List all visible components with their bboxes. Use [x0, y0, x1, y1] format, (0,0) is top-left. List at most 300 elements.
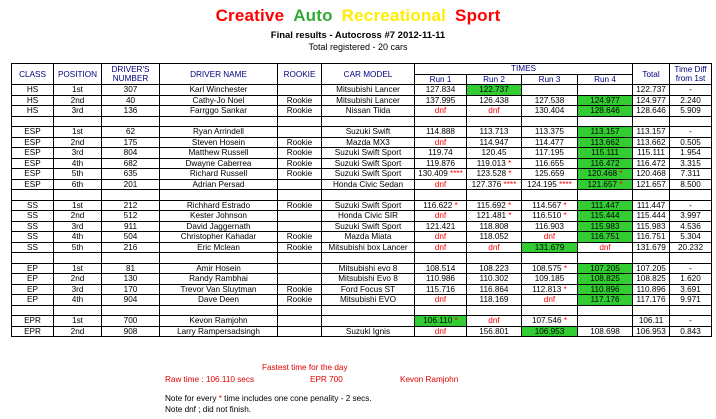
class-cell: EP: [12, 295, 54, 306]
car-model-cell: Suzuki Swift Sport: [322, 221, 415, 232]
run1-cell: dnf: [415, 232, 467, 243]
table-row: [12, 284, 712, 295]
driver-name-cell: Randy Rambhai: [160, 274, 278, 285]
separator-cell: [12, 253, 54, 264]
number-cell: 904: [102, 295, 160, 306]
run4-cell: 113.157: [578, 127, 633, 138]
rookie-cell: Rookie: [278, 106, 322, 117]
run2-cell: 118.052: [467, 232, 522, 243]
driver-name-cell: Adrian Persad: [160, 179, 278, 190]
rookie-cell: Rookie: [278, 158, 322, 169]
note1-post: time includes one cone penality - 2 secs.: [224, 394, 372, 403]
number-cell: 40: [102, 95, 160, 106]
fastest-raw-time: Raw time : 106.110 secs: [165, 375, 255, 384]
run3-cell: [522, 179, 578, 190]
car-model-cell: Mitsubishi evo 8: [322, 263, 415, 274]
rookie-cell: [278, 127, 322, 138]
table-row: [12, 95, 712, 106]
run4-cell: 111.447: [578, 200, 633, 211]
table-row: [12, 242, 712, 253]
rookie-cell: [278, 85, 322, 96]
class-cell: HS: [12, 106, 54, 117]
class-cell: HS: [12, 85, 54, 96]
run2-cell: 118.808: [467, 221, 522, 232]
run1-cell: 114.888: [415, 127, 467, 138]
driver-name-cell: Farrggo Sankar: [160, 106, 278, 117]
car-model-cell: Honda Civic Sedan: [322, 179, 415, 190]
note-cone-penalty: [165, 394, 372, 403]
run2-cell: 113.713: [467, 127, 522, 138]
driver-name-cell: Karl Winchester: [160, 85, 278, 96]
run3-cell: [522, 263, 578, 274]
run4-cell: 107.205: [578, 263, 633, 274]
rookie-cell: Rookie: [278, 169, 322, 180]
run2-cell: [467, 211, 522, 222]
time-diff-cell: 7.311: [670, 169, 712, 180]
run2-cell: 118.169: [467, 295, 522, 306]
header-position: POSITION: [54, 64, 102, 85]
table-row: [12, 211, 712, 222]
separator-cell: [415, 190, 467, 201]
run1-cell: dnf: [415, 179, 467, 190]
table-row: [12, 326, 712, 337]
time-diff-cell: 1.954: [670, 148, 712, 159]
car-model-cell: Mitsubishi box Lancer: [322, 242, 415, 253]
driver-name-cell: Amir Hosein: [160, 263, 278, 274]
separator-cell: [415, 116, 467, 127]
number-cell: 504: [102, 232, 160, 243]
number-cell: 911: [102, 221, 160, 232]
rookie-cell: [278, 326, 322, 337]
penalty-marker: *: [506, 211, 512, 220]
run1-cell: [415, 200, 467, 211]
run4-cell: 108.698: [578, 326, 633, 337]
number-cell: 170: [102, 284, 160, 295]
position-cell: 2nd: [54, 95, 102, 106]
number-cell: 81: [102, 263, 160, 274]
separator-cell: [12, 305, 54, 316]
run2-cell: [467, 169, 522, 180]
separator-cell: [102, 116, 160, 127]
time-diff-cell: -: [670, 85, 712, 96]
run-time-value: 121.481: [476, 211, 507, 220]
position-cell: 3rd: [54, 148, 102, 159]
total-cell: 122.737: [633, 85, 670, 96]
class-cell: SS: [12, 242, 54, 253]
rookie-cell: Rookie: [278, 148, 322, 159]
run-time-value: 116.622: [423, 200, 453, 210]
separator-cell: [160, 305, 278, 316]
number-cell: 635: [102, 169, 160, 180]
run2-cell: 108.223: [467, 263, 522, 274]
number-cell: 700: [102, 316, 160, 327]
class-cell: ESP: [12, 179, 54, 190]
penalty-marker: *: [506, 169, 512, 178]
separator-cell: [467, 305, 522, 316]
total-cell: 106.11: [633, 316, 670, 327]
rookie-cell: [278, 274, 322, 285]
run4-cell: 128.646: [578, 106, 633, 117]
run3-cell: 125.659: [522, 169, 578, 180]
total-cell: 121.657: [633, 179, 670, 190]
run4-cell: 108.825: [578, 274, 633, 285]
title-word-recreational: Recreational: [341, 6, 447, 25]
driver-name-cell: Trevor Van Sluytman: [160, 284, 278, 295]
run4-cell: 124.977: [578, 95, 633, 106]
run3-cell: 127.538: [522, 95, 578, 106]
separator-cell: [578, 116, 633, 127]
run3-cell: [522, 316, 578, 327]
number-cell: 212: [102, 200, 160, 211]
run4-cell: 115.444: [578, 211, 633, 222]
table-row: [12, 137, 712, 148]
class-cell: EPR: [12, 326, 54, 337]
time-diff-cell: 3.315: [670, 158, 712, 169]
car-model-cell: Mitsubishi Lancer: [322, 85, 415, 96]
note1-star: *: [218, 394, 222, 403]
driver-name-cell: Ryan Arrindell: [160, 127, 278, 138]
run-time-value: 116.510: [532, 211, 562, 220]
table-row: [12, 85, 712, 96]
total-cell: 115.444: [633, 211, 670, 222]
separator-cell: [415, 253, 467, 264]
class-cell: SS: [12, 221, 54, 232]
run3-cell: [522, 284, 578, 295]
car-model-cell: Mitsubishi Lancer: [322, 95, 415, 106]
class-cell: EP: [12, 284, 54, 295]
time-diff-cell: 5.304: [670, 232, 712, 243]
header-run4: Run 4: [578, 74, 633, 85]
penalty-marker: ****: [556, 179, 572, 189]
run2-cell: [467, 179, 522, 190]
title-word-sport: Sport: [455, 6, 501, 25]
driver-name-cell: Larry Rampersadsingh: [160, 326, 278, 337]
run1-cell: 127.834: [415, 85, 467, 96]
run-time-value: 127.376: [471, 179, 502, 189]
total-cell: 115.111: [633, 148, 670, 159]
separator-cell: [102, 190, 160, 201]
class-cell: HS: [12, 95, 54, 106]
car-model-cell: Nissan Tiida: [322, 106, 415, 117]
separator-cell: [633, 116, 670, 127]
separator-cell: [278, 190, 322, 201]
separator-cell: [54, 190, 102, 201]
penalty-marker: *: [617, 179, 623, 189]
penalty-marker: *: [561, 316, 568, 325]
penalty-marker: ****: [501, 179, 517, 189]
run2-cell: 156.801: [467, 326, 522, 337]
table-row: [12, 148, 712, 159]
run1-cell: dnf: [415, 295, 467, 306]
run3-cell: 131.679: [522, 242, 578, 253]
penalty-marker: *: [561, 200, 567, 210]
total-cell: 120.468: [633, 169, 670, 180]
run1-cell: dnf: [415, 211, 467, 222]
run3-cell: 106.953: [522, 326, 578, 337]
header-drivers-number: DRIVER'S NUMBER: [102, 64, 160, 85]
driver-name-cell: Dwayne Caberrea: [160, 158, 278, 169]
separator-row: [12, 305, 712, 316]
run3-cell: 114.477: [522, 137, 578, 148]
position-cell: 1st: [54, 263, 102, 274]
penalty-marker: *: [505, 200, 512, 210]
total-cell: 113.157: [633, 127, 670, 138]
event-title: [0, 6, 716, 26]
separator-cell: [415, 305, 467, 316]
penalty-marker: *: [561, 284, 567, 294]
position-cell: 4th: [54, 232, 102, 243]
total-cell: 116.751: [633, 232, 670, 243]
rookie-cell: Rookie: [278, 232, 322, 243]
position-cell: 2nd: [54, 326, 102, 337]
position-cell: 5th: [54, 242, 102, 253]
results-subtitle: Final results - Autocross #7 2012-11-11: [270, 30, 446, 41]
rookie-cell: [278, 179, 322, 190]
time-diff-cell: 1.620: [670, 274, 712, 285]
rookie-cell: [278, 263, 322, 274]
run-time-value: 123.528: [476, 169, 507, 178]
run2-cell: [467, 158, 522, 169]
run-time-value: 120.468: [587, 169, 618, 178]
separator-row: [12, 253, 712, 264]
title-word-auto: Auto: [293, 6, 333, 25]
run-time-value: 106.110: [423, 316, 453, 325]
table-row: [12, 169, 712, 180]
car-model-cell: Suzuki Swift Sport: [322, 148, 415, 159]
run3-cell: [522, 211, 578, 222]
run1-cell: 115.716: [415, 284, 467, 295]
table-row: [12, 200, 712, 211]
run4-cell: 110.896: [578, 284, 633, 295]
time-diff-cell: 4.536: [670, 221, 712, 232]
driver-name-cell: Kevon Ramjohn: [160, 316, 278, 327]
time-diff-cell: 3.691: [670, 284, 712, 295]
car-model-cell: Suzuki Ignis: [322, 326, 415, 337]
run1-cell: 110.986: [415, 274, 467, 285]
position-cell: 3rd: [54, 284, 102, 295]
note1-pre: Note for every: [165, 394, 217, 403]
position-cell: 1st: [54, 316, 102, 327]
run4-cell: [578, 85, 633, 96]
class-cell: ESP: [12, 137, 54, 148]
car-model-cell: Ford Focus ST: [322, 284, 415, 295]
run2-cell: dnf: [467, 316, 522, 327]
driver-name-cell: Matthew Russell: [160, 148, 278, 159]
position-cell: 4th: [54, 158, 102, 169]
separator-row: [12, 190, 712, 201]
run3-cell: 113.375: [522, 127, 578, 138]
note-dnf: Note dnf ; did not finish.: [165, 405, 252, 414]
number-cell: 62: [102, 127, 160, 138]
rookie-cell: Rookie: [278, 295, 322, 306]
total-cell: 124.977: [633, 95, 670, 106]
separator-cell: [322, 305, 415, 316]
rookie-cell: Rookie: [278, 137, 322, 148]
separator-cell: [160, 190, 278, 201]
separator-cell: [278, 253, 322, 264]
run4-cell: 115.983: [578, 221, 633, 232]
title-word-creative: Creative: [215, 6, 285, 25]
position-cell: 6th: [54, 179, 102, 190]
driver-name-cell: Richard Russell: [160, 169, 278, 180]
time-diff-cell: 20.232: [670, 242, 712, 253]
separator-cell: [578, 305, 633, 316]
table-row: [12, 295, 712, 306]
table-row: [12, 158, 712, 169]
number-cell: 908: [102, 326, 160, 337]
separator-cell: [160, 253, 278, 264]
run3-cell: 109.185: [522, 274, 578, 285]
rookie-cell: [278, 316, 322, 327]
driver-name-cell: Richhard Estrado: [160, 200, 278, 211]
separator-cell: [522, 253, 578, 264]
separator-cell: [670, 305, 712, 316]
car-model-cell: Suzuki Swift Sport: [322, 169, 415, 180]
run1-cell: 121.421: [415, 221, 467, 232]
total-cell: 108.825: [633, 274, 670, 285]
run-time-value: 107.546: [531, 316, 562, 325]
separator-cell: [54, 253, 102, 264]
separator-cell: [670, 190, 712, 201]
run1-cell: dnf: [415, 137, 467, 148]
run2-cell: 126.438: [467, 95, 522, 106]
position-cell: 2nd: [54, 137, 102, 148]
run-time-value: 114.567: [532, 200, 562, 210]
run4-cell: [578, 316, 633, 327]
run1-cell: dnf: [415, 242, 467, 253]
driver-name-cell: Kester Johnson: [160, 211, 278, 222]
run4-cell: 113.662: [578, 137, 633, 148]
separator-cell: [633, 253, 670, 264]
class-cell: EP: [12, 263, 54, 274]
table-row: [12, 232, 712, 243]
run4-cell: 117.176: [578, 295, 633, 306]
header-run2: Run 2: [467, 74, 522, 85]
run3-cell: [522, 200, 578, 211]
run4-cell: 115.111: [578, 148, 633, 159]
run-time-value: 130.409: [418, 169, 448, 178]
time-diff-cell: 9.971: [670, 295, 712, 306]
car-model-cell: Mitsubishi Evo 8: [322, 274, 415, 285]
separator-cell: [322, 116, 415, 127]
driver-name-cell: Christopher Kahadar: [160, 232, 278, 243]
table-row: [12, 263, 712, 274]
position-cell: 4th: [54, 295, 102, 306]
header-total: Total: [633, 64, 670, 85]
class-cell: SS: [12, 200, 54, 211]
header-class: CLASS: [12, 64, 54, 85]
run1-cell: 108.514: [415, 263, 467, 274]
rookie-cell: Rookie: [278, 95, 322, 106]
driver-name-cell: David Jaggernath: [160, 221, 278, 232]
header-times: TIMES: [415, 64, 633, 75]
separator-cell: [522, 190, 578, 201]
header-car-model: CAR MODEL: [322, 64, 415, 85]
position-cell: 3rd: [54, 221, 102, 232]
run4-cell: [578, 179, 633, 190]
class-cell: ESP: [12, 169, 54, 180]
header-run1: Run 1: [415, 74, 467, 85]
penalty-marker: *: [617, 169, 623, 178]
position-cell: 2nd: [54, 274, 102, 285]
class-cell: ESP: [12, 148, 54, 159]
driver-name-cell: Cathy-Jo Noel: [160, 95, 278, 106]
number-cell: 130: [102, 274, 160, 285]
run-time-value: 112.813: [532, 284, 562, 294]
car-model-cell: Suzuki Swift Sport: [322, 200, 415, 211]
header-run3: Run 3: [522, 74, 578, 85]
time-diff-cell: 0.505: [670, 137, 712, 148]
run3-cell: dnf: [522, 295, 578, 306]
total-cell: 111.447: [633, 200, 670, 211]
time-diff-cell: -: [670, 316, 712, 327]
time-diff-cell: 0.843: [670, 326, 712, 337]
table-row: [12, 221, 712, 232]
position-cell: 1st: [54, 85, 102, 96]
number-cell: 307: [102, 85, 160, 96]
total-cell: 113.662: [633, 137, 670, 148]
separator-cell: [278, 305, 322, 316]
separator-cell: [278, 116, 322, 127]
position-cell: 5th: [54, 169, 102, 180]
run2-cell: 110.302: [467, 274, 522, 285]
car-model-cell: Mazda MX3: [322, 137, 415, 148]
separator-cell: [633, 305, 670, 316]
run2-cell: 122.737: [467, 85, 522, 96]
run4-cell: [578, 169, 633, 180]
separator-cell: [160, 116, 278, 127]
position-cell: 1st: [54, 127, 102, 138]
number-cell: 201: [102, 179, 160, 190]
run2-cell: 120.45: [467, 148, 522, 159]
run1-cell: [415, 316, 467, 327]
run4-cell: dnf: [578, 242, 633, 253]
run3-cell: 117.195: [522, 148, 578, 159]
separator-cell: [102, 253, 160, 264]
car-model-cell: [322, 316, 415, 327]
number-cell: 682: [102, 158, 160, 169]
total-cell: 117.176: [633, 295, 670, 306]
header-time-diff: Time Diff from 1st: [670, 64, 712, 85]
rookie-cell: [278, 211, 322, 222]
time-diff-cell: -: [670, 127, 712, 138]
separator-cell: [467, 253, 522, 264]
run4-cell: 116.472: [578, 158, 633, 169]
results-body: [12, 85, 712, 337]
penalty-marker: *: [452, 316, 458, 325]
number-cell: 175: [102, 137, 160, 148]
run1-cell: dnf: [415, 326, 467, 337]
class-cell: EPR: [12, 316, 54, 327]
separator-cell: [12, 116, 54, 127]
penalty-marker: *: [561, 263, 568, 273]
run1-cell: 137.995: [415, 95, 467, 106]
run-time-value: 121.657: [587, 179, 618, 189]
fastest-driver: Kevon Ramjohn: [400, 375, 459, 384]
rookie-cell: Rookie: [278, 242, 322, 253]
car-model-cell: Suzuki Swift Sport: [322, 158, 415, 169]
run3-cell: 116.655: [522, 158, 578, 169]
run4-cell: 116.751: [578, 232, 633, 243]
position-cell: 2nd: [54, 211, 102, 222]
run-time-value: 108.575: [531, 263, 562, 273]
separator-cell: [322, 190, 415, 201]
class-cell: EP: [12, 274, 54, 285]
fastest-label: Fastest time for the day: [262, 363, 348, 372]
separator-cell: [578, 253, 633, 264]
run2-cell: dnf: [467, 106, 522, 117]
class-cell: ESP: [12, 127, 54, 138]
